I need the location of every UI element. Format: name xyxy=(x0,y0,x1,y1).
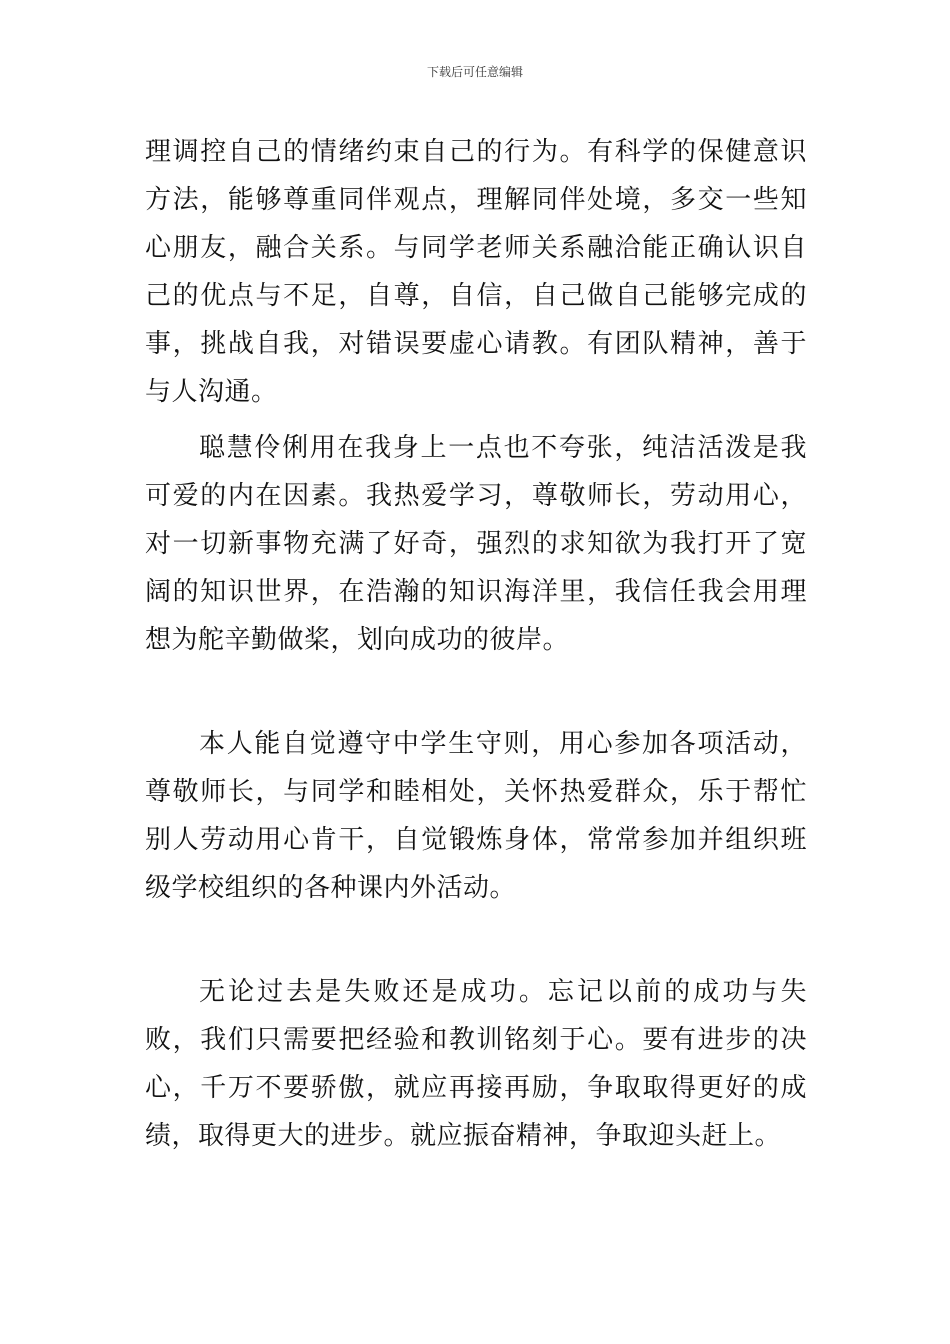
paragraph-1: 理调控自己的情绪约束自己的行为。有科学的保健意识方法，能够尊重同伴观点，理解同伴处境，多交一些知心朋友，融合关系。与同学老师关系融洽能正确认识自己的优点与不足，自尊，自信，自己做自己能够完成的事，挑战自我，对错误要虚心请教。有团队精神，善于与人沟通。 xyxy=(145,137,807,407)
page-header: 下载后可任意编辑 xyxy=(426,65,523,79)
paragraph-3: 本人能自觉遵守中学生守则，用心参加各项活动，尊敬师长，与同学和睦相处，关怀热爱群众，乐于帮忙别人劳动用心肯干，自觉锻炼身体，常常参加并组织班级学校组织的各种课内外活动。 xyxy=(145,729,807,903)
paragraph-2: 聪慧伶俐用在我身上一点也不夸张，纯洁活泼是我可爱的内在因素。我热爱学习，尊敬师长，劳动用心，对一切新事物充满了好奇，强烈的求知欲为我打开了宽阔的知识世界，在浩瀚的知识海洋里，我信任我会用理想为舵辛勤做桨，划向成功的彼岸。 xyxy=(145,433,807,655)
paragraph-4: 无论过去是失败还是成功。忘记以前的成功与失败，我们只需要把经验和教训铭刻于心。要有进步的决心，千万不要骄傲，就应再接再励，争取取得更好的成绩，取得更大的进步。就应振奋精神，争取迎头赶上。 xyxy=(145,977,807,1151)
